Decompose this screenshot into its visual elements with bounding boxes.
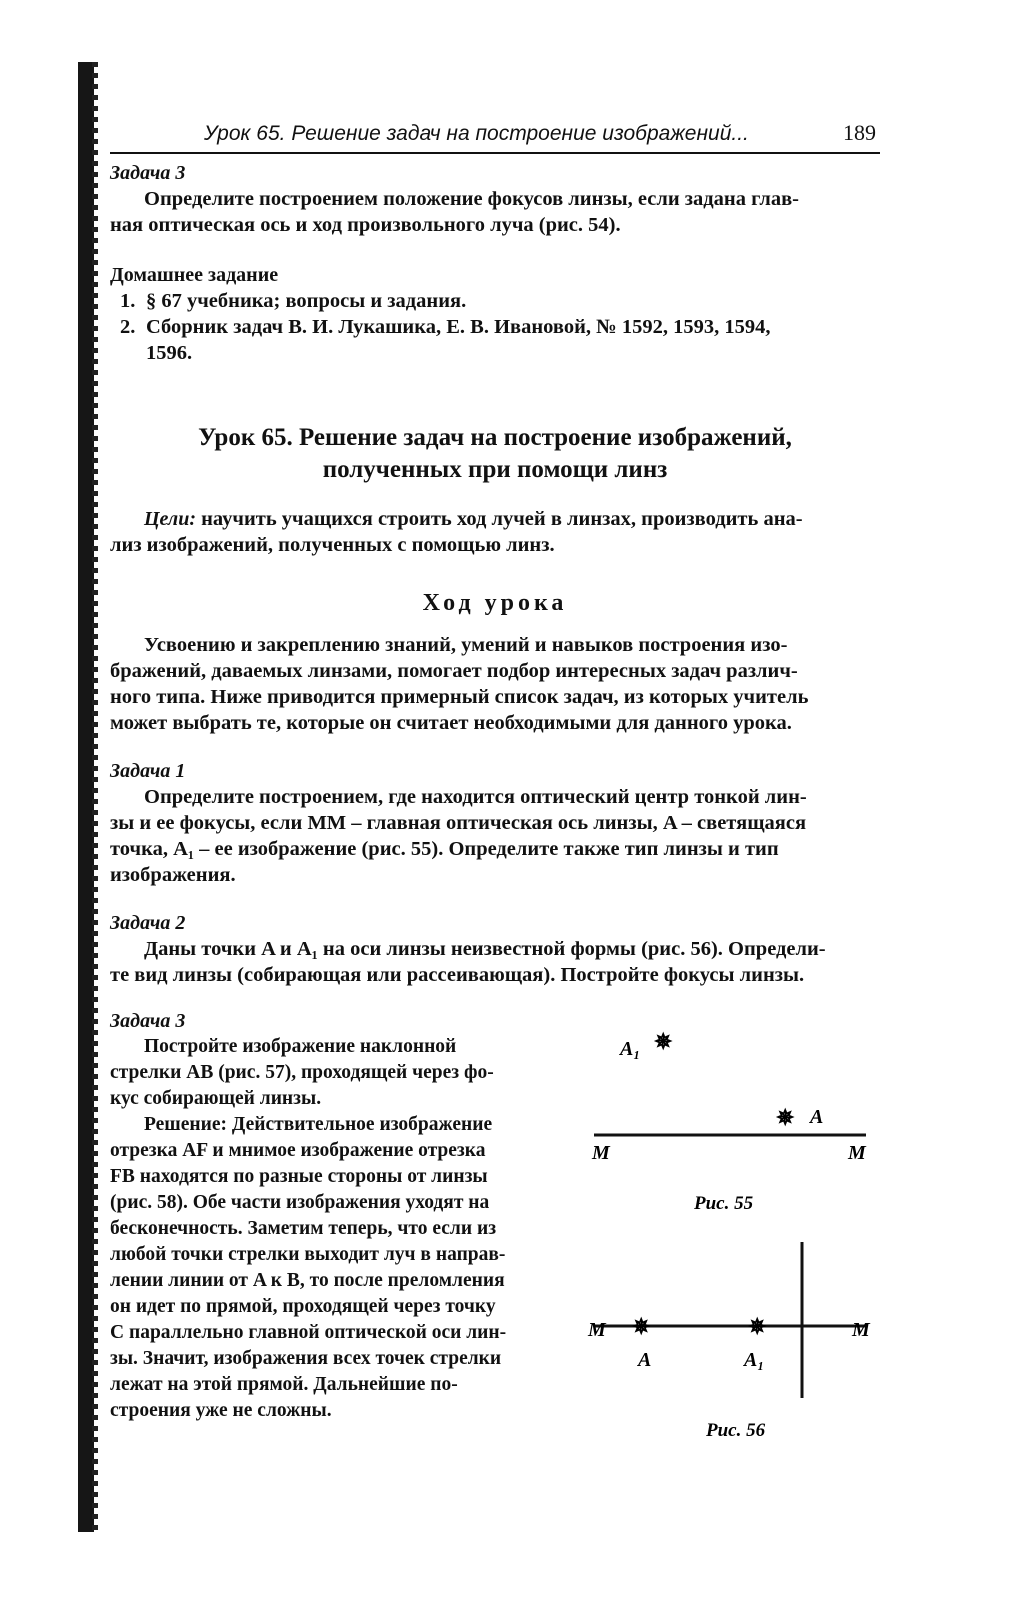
figure-56-drawing xyxy=(580,1238,880,1448)
solution-line: Действительное изображение xyxy=(227,1114,493,1135)
task3 xyxy=(110,1008,558,1424)
label-m-left: M xyxy=(592,1142,610,1164)
point-a1-star-icon: ✵ xyxy=(748,1314,767,1339)
task1-line: изображения. xyxy=(110,864,236,886)
running-head xyxy=(110,118,880,154)
luminous-point-star-icon: ✵ xyxy=(776,1105,795,1130)
lesson-title-line1: Урок 65. Решение задач на построение изображений, xyxy=(198,424,792,451)
task1-line: точка, A₁ – ее изображение (рис. 55). Определите также тип линзы и тип xyxy=(110,838,779,860)
solution-line: лении линии от A к B, то после преломления xyxy=(110,1270,505,1291)
homework-list xyxy=(110,288,880,366)
homework-item-text: § 67 учебника; вопросы и задания. xyxy=(146,290,467,312)
page-number: 189 xyxy=(843,120,876,145)
point-a-star-icon: ✵ xyxy=(632,1314,651,1339)
solution-line: (рис. 58). Обе части изображения уходят на xyxy=(110,1192,490,1213)
task3-line: кус собирающей линзы. xyxy=(110,1088,322,1109)
lesson-title xyxy=(110,422,880,486)
homework-item-number: 1. xyxy=(120,290,136,312)
course-intro xyxy=(110,632,880,736)
label-m-right: M xyxy=(852,1319,870,1341)
homework-item-text: Сборник задач В. И. Лукашика, Е. В. Ивановой, № 1592, 1593, 1594, xyxy=(146,316,771,338)
solution-line: C параллельно главной оптической оси лин- xyxy=(110,1322,507,1343)
course-intro-line: бражений, даваемых линзами, помогает подбор интересных задач различ- xyxy=(110,660,798,682)
course-intro-line: Усвоению и закреплению знаний, умений и навыков построения изо- xyxy=(144,634,788,656)
solution-line: он идет по прямой, проходящей через точку xyxy=(110,1296,496,1317)
course-intro-line: ного типа. Ниже приводится примерный список задач, из которых учитель xyxy=(110,686,809,708)
task3-line: стрелки AB (рис. 57), проходящей через фо- xyxy=(110,1062,494,1083)
solution-line: лежат на этой прямой. Дальнейшие по- xyxy=(110,1374,458,1395)
figure-55-drawing xyxy=(580,1025,880,1225)
figure-56-caption: Рис. 56 xyxy=(706,1420,766,1441)
page-binding-edge xyxy=(78,62,94,1532)
label-m-left: M xyxy=(588,1319,606,1341)
label-a1: A₁ xyxy=(620,1038,641,1060)
prev-task3-line2: ная оптическая ось и ход произвольного луча (рис. 54). xyxy=(110,214,621,236)
task3-heading: Задача 3 xyxy=(110,1010,186,1032)
task2-line: те вид линзы (собирающая или рассеивающая). Постройте фокусы линзы. xyxy=(110,964,805,986)
homework-item xyxy=(110,288,880,314)
homework-item xyxy=(110,314,880,366)
prev-task3-heading: Задача 3 xyxy=(110,162,186,184)
task2-line: Даны точки A и A₁ на оси линзы неизвестной формы (рис. 56). Определи- xyxy=(144,938,826,960)
prev-task3-line1: Определите построением положение фокусов линзы, если задана глав- xyxy=(144,188,799,210)
goals-label: Цели: xyxy=(144,508,196,530)
homework-item-text-cont: 1596. xyxy=(146,342,193,364)
homework-heading: Домашнее задание xyxy=(110,264,279,286)
figure-56 xyxy=(580,1238,880,1448)
course-heading: Ход урока xyxy=(422,590,568,616)
figure-55 xyxy=(580,1025,880,1225)
task1 xyxy=(110,758,880,888)
solution-line: строения уже не сложны. xyxy=(110,1400,332,1421)
homework xyxy=(110,262,880,366)
label-a: A xyxy=(638,1349,652,1371)
goals-line2: лиз изображений, полученных с помощью линз. xyxy=(110,534,555,556)
label-m-right: M xyxy=(848,1142,866,1164)
lesson-title-line2: полученных при помощи линз xyxy=(322,456,668,483)
lesson-goals xyxy=(110,506,880,558)
solution-label: Решение: xyxy=(144,1114,228,1135)
homework-item-number: 2. xyxy=(120,316,136,338)
solution-line: FB находятся по разные стороны от линзы xyxy=(110,1166,488,1187)
task1-line: Определите построением, где находится оптический центр тонкой лин- xyxy=(144,786,807,808)
running-head-title: Урок 65. Решение задач на построение изображений... xyxy=(204,122,749,145)
label-a: A xyxy=(810,1106,824,1128)
solution-line: зы. Значит, изображения всех точек стрелки xyxy=(110,1348,502,1369)
course-intro-line: может выбрать те, которые он считает необходимыми для данного урока. xyxy=(110,712,792,734)
solution-line: отрезка AF и мнимое изображение отрезка xyxy=(110,1140,486,1161)
label-a1: A₁ xyxy=(744,1349,765,1371)
task2 xyxy=(110,910,880,988)
task1-line: зы и ее фокусы, если MM – главная оптическая ось линзы, A – светящаяся xyxy=(110,812,807,834)
prev-task3 xyxy=(110,160,880,238)
task3-line: Постройте изображение наклонной xyxy=(144,1036,457,1057)
luminous-point-star-icon: ✵ xyxy=(654,1029,673,1054)
task1-heading: Задача 1 xyxy=(110,760,186,782)
figure-55-caption: Рис. 55 xyxy=(694,1193,754,1214)
goals-line1: научить учащихся строить ход лучей в линзах, производить ана- xyxy=(195,508,803,530)
solution-line: бесконечность. Заметим теперь, что если из xyxy=(110,1218,497,1239)
solution-line: любой точки стрелки выходит луч в направ- xyxy=(110,1244,506,1265)
task2-heading: Задача 2 xyxy=(110,912,186,934)
